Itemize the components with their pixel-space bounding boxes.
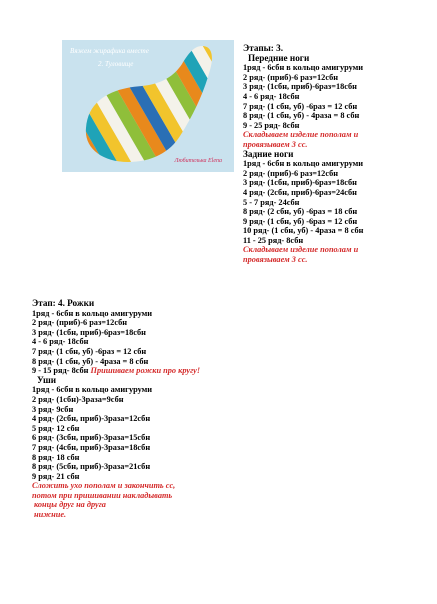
stage4-title: Этап: 4. Рожки: [32, 298, 95, 308]
back-legs-row: 11 - 25 ряд- 8сбн: [243, 235, 304, 245]
ears-row: 5 ряд- 12 сбн: [32, 423, 80, 433]
ears-row: 8 ряд- 18 сбн: [32, 452, 80, 462]
stage3-title: Этапы: 3.: [243, 43, 284, 53]
front-legs-note: провязываем 3 сс.: [243, 139, 308, 149]
ears-note: концы друг на друга: [34, 500, 106, 510]
horns-row: 7 ряд- (1 сбн, уб) -6раз = 12 сбн: [32, 346, 147, 356]
photo-caption-subtitle: 2. Туловище: [98, 60, 134, 68]
back-legs-row: 3 ряд- (1сбн, приб)-6раз=18сбн: [243, 178, 357, 188]
back-legs-row: 10 ряд- (1 сбн, уб) - 4раза = 8 сбн: [243, 226, 364, 236]
back-legs-row: 1ряд - 6сбн в кольцо амигуруми: [243, 159, 364, 169]
crochet-body-image: [62, 40, 234, 172]
front-legs-row: 8 ряд- (1 сбн, уб) - 4раза = 8 сбн: [243, 111, 360, 121]
front-legs-row: 7 ряд- (1 сбн, уб) -6раз = 12 сбн: [243, 101, 358, 111]
front-legs-title: Передние ноги: [248, 52, 310, 63]
ears-note: нижние.: [34, 510, 67, 520]
ears-row: 3 ряд- 9сбн: [32, 404, 74, 414]
horns-row: 8 ряд- (1 сбн, уб) - 4раза = 8 сбн: [32, 356, 149, 366]
horns-last-text: 9 - 15 ряд- 8сбн: [32, 366, 89, 376]
ears-row: 1ряд - 6сбн в кольцо амигуруми: [32, 385, 153, 395]
horns-last-row: [32, 366, 200, 376]
ears-row: 4 ряд- (2сбн, приб)-3раза=12сбн: [32, 414, 151, 424]
ears-row: 7 ряд- (4сбн, приб)-3раза=18сбн: [32, 442, 151, 452]
front-legs-note: Складываем изделие пополам и: [243, 130, 359, 140]
photo-signature: Любителька Elena: [174, 158, 222, 164]
horns-row: 3 ряд- (1сбн, приб)-6раз=18сбн: [32, 327, 146, 337]
ears-row: 9 ряд- 21 сбн: [32, 471, 80, 481]
ears-title: Уши: [37, 374, 57, 385]
stage4-block: [32, 299, 200, 520]
ears-row: 8 ряд- (5сбн, приб)-3раза=21сбн: [32, 462, 151, 472]
ears-row: 6 ряд- (3сбн, приб)-3раза=15сбн: [32, 433, 151, 443]
ears-note: Сложить ухо пополам и закончить сс,: [32, 481, 176, 491]
horns-row: 2 ряд- (приб)-6 раз=12сбн: [32, 318, 128, 328]
front-legs-row: 1ряд - 6сбн в кольцо амигуруми: [243, 63, 364, 73]
front-legs-row: 4 - 6 ряд- 18сбн: [243, 91, 300, 101]
back-legs-note: Складываем изделие пополам и: [243, 245, 359, 255]
front-legs-row: 2 ряд- (приб)-6 раз=12сбн: [243, 72, 339, 82]
front-legs-row: 9 - 25 ряд- 8сбн: [243, 120, 300, 130]
photo-caption-title: Вяжем жирафика вместе: [70, 47, 149, 55]
front-legs-row: 3 ряд- (1сбн, приб)-6раз=18сбн: [243, 82, 357, 92]
back-legs-title: Задние ноги: [243, 148, 294, 159]
ears-note: потом при пришивании накладывать: [32, 490, 173, 500]
stage3-block: [243, 44, 363, 265]
horns-last-note: Пришиваем рожки про кругу!: [90, 366, 201, 376]
back-legs-note: провязываем 3 сс.: [243, 255, 308, 265]
back-legs-row: 4 ряд- (2сбн, приб)-6раз=24сбн: [243, 187, 357, 197]
horns-row: 1ряд - 6сбн в кольцо амигуруми: [32, 308, 153, 318]
back-legs-row: 2 ряд- (приб)-6 раз=12сбн: [243, 168, 339, 178]
back-legs-row: 9 ряд- (1 сбн, уб) -6раз = 12 сбн: [243, 216, 358, 226]
ears-row: 2 ряд- (1сбн)-3раза=9сбн: [32, 394, 124, 404]
horns-row: 4 - 6 ряд- 18сбн: [32, 337, 89, 347]
photo-knitted-body: [62, 40, 234, 172]
back-legs-row: 8 ряд- (2 сбн, уб) -6раз = 18 сбн: [243, 207, 358, 217]
back-legs-row: 5 - 7 ряд- 24сбн: [243, 197, 300, 207]
